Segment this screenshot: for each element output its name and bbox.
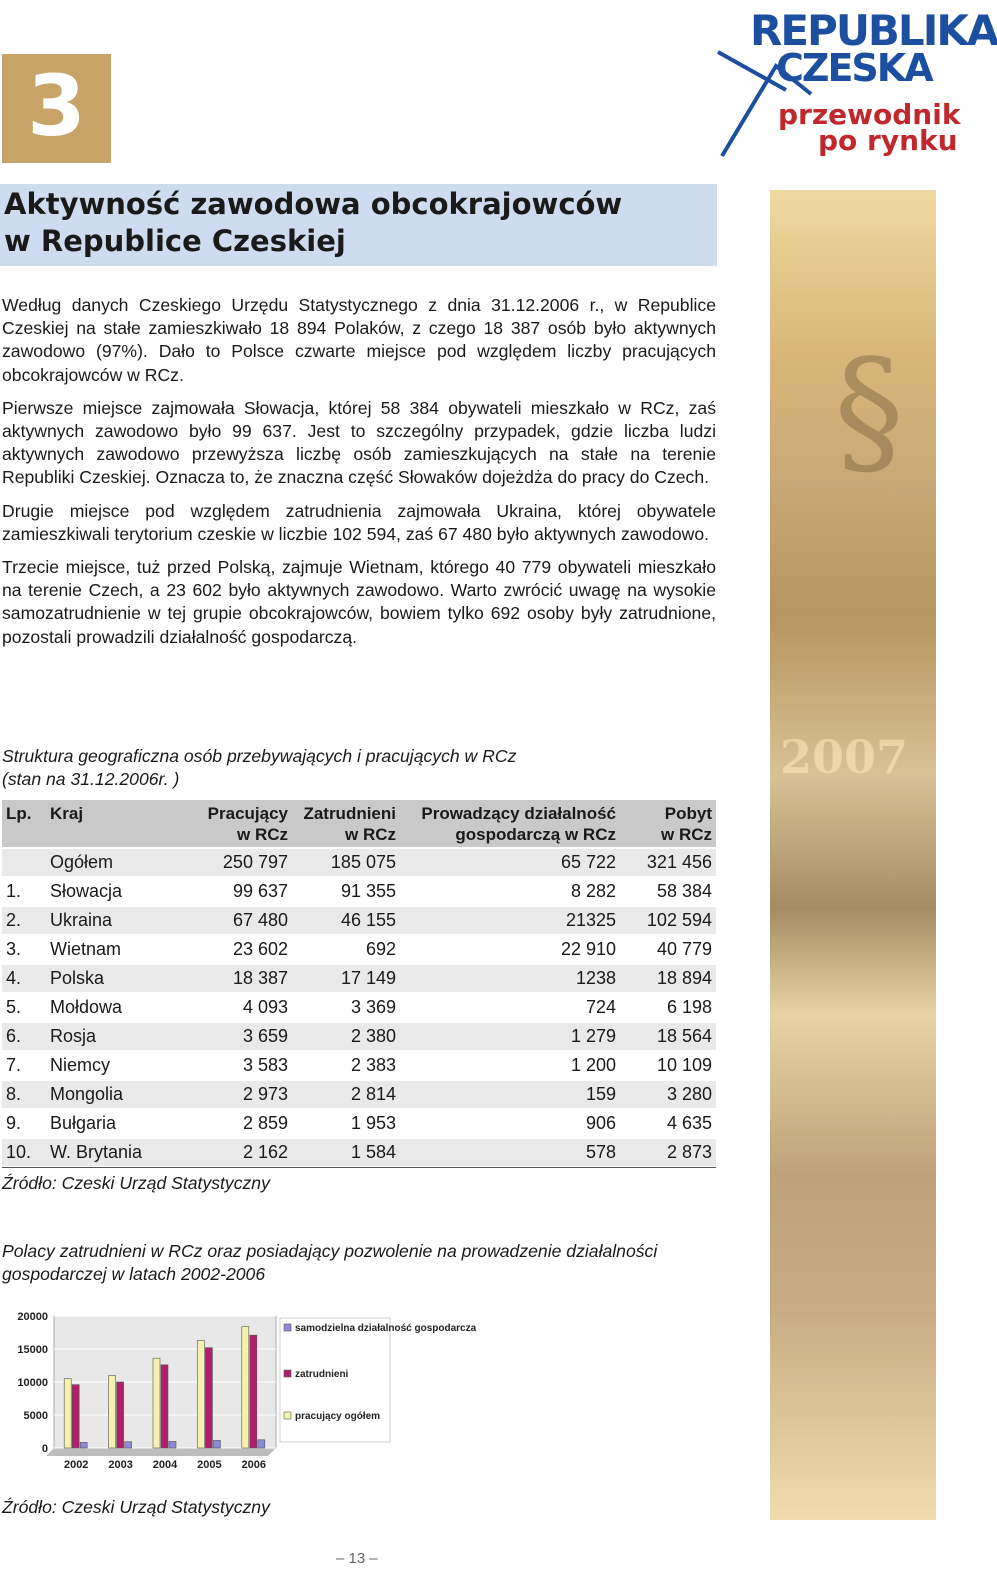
- chart-x-tick-label: 2003: [108, 1459, 133, 1471]
- cell-kraj: Mongolia: [46, 1080, 188, 1109]
- cell-pobyt: 102 594: [620, 906, 716, 935]
- chart-legend-label: pracujący ogółem: [295, 1411, 381, 1422]
- table-row: [2, 964, 716, 993]
- chart-bar: [213, 1440, 220, 1448]
- table-row: [2, 877, 716, 906]
- paragraph: Drugie miejsce pod względem zatrudnienia zajmowała Ukraina, której obywatele zamieszkiwali terytorium czeskie w liczbie 102 594, zaś 67 480 było aktywnych zawodowo.: [2, 500, 716, 544]
- chart-legend-label: zatrudnieni: [295, 1369, 349, 1380]
- cell-pracujacy: 250 797: [188, 848, 292, 877]
- table-row: [2, 935, 716, 964]
- table-source: Źródło: Czeski Urząd Statystyczny: [2, 1173, 270, 1193]
- chart-legend-label: samodzielna działalność gospodarcza: [295, 1323, 477, 1334]
- cell-kraj: Bułgaria: [46, 1109, 188, 1138]
- chart-bar: [125, 1442, 132, 1448]
- table-caption-line2: (stan na 31.12.2006r. ): [2, 769, 180, 789]
- chart-x-tick-label: 2005: [197, 1459, 222, 1471]
- chart-y-tick-label: 0: [41, 1443, 48, 1455]
- chart-x-tick-label: 2006: [241, 1459, 267, 1471]
- cell-prowadzacy: 21325: [400, 906, 620, 935]
- cell-prowadzacy: 1 279: [400, 1022, 620, 1051]
- cell-pracujacy: 23 602: [188, 935, 292, 964]
- cell-prowadzacy: 1 200: [400, 1051, 620, 1080]
- cell-pracujacy: 3 659: [188, 1022, 292, 1051]
- chart-bar: [153, 1358, 160, 1448]
- cell-pobyt: 3 280: [620, 1080, 716, 1109]
- cell-prowadzacy: 159: [400, 1080, 620, 1109]
- cell-pobyt: 321 456: [620, 848, 716, 877]
- cell-pobyt: 6 198: [620, 993, 716, 1022]
- chapter-number-box: [2, 54, 111, 163]
- chapter-number: 3: [27, 57, 86, 155]
- cell-pobyt: 2 873: [620, 1138, 716, 1166]
- chart-source: Źródło: Czeski Urząd Statystyczny: [2, 1497, 270, 1517]
- cell-prowadzacy: 1238: [400, 964, 620, 993]
- chart-x-tick-label: 2004: [152, 1459, 178, 1471]
- header-zatrudnieni: Zatrudnieni w RCz: [292, 800, 400, 848]
- chart-bar: [117, 1382, 124, 1448]
- logo-text-po-rynku: po rynku: [818, 124, 958, 157]
- page-title-line2: w Republice Czeskiej: [4, 224, 346, 258]
- chart-bar: [72, 1385, 79, 1448]
- cell-lp: [2, 848, 46, 877]
- cell-kraj: Ukraina: [46, 906, 188, 935]
- body-text: [2, 294, 716, 659]
- cell-pobyt: 4 635: [620, 1109, 716, 1138]
- table-row: [2, 906, 716, 935]
- paragraph: Pierwsze miejsce zajmowała Słowacja, której 58 384 obywateli mieszkało w RCz, zaś aktywnych zawodowo było 99 637. Jest to szczególny przypadek, gdzie liczba ludzi aktywnych zawodowo przewyższa liczbę osób zamieszkujących na stałe na terenie Republiki Czeskiej. Oznacza to, że znaczna część Słowaków dojeżdża do pracy do Czech.: [2, 397, 716, 488]
- table-row: [2, 1080, 716, 1109]
- cell-pobyt: 58 384: [620, 877, 716, 906]
- cell-kraj: Rosja: [46, 1022, 188, 1051]
- cell-zatrudnieni: 91 355: [292, 877, 400, 906]
- cell-prowadzacy: 65 722: [400, 848, 620, 877]
- cell-lp: 1.: [2, 877, 46, 906]
- chart-svg: [8, 1304, 477, 1472]
- cell-zatrudnieni: 692: [292, 935, 400, 964]
- cell-zatrudnieni: 2 814: [292, 1080, 400, 1109]
- chart-legend-swatch: [284, 1412, 291, 1419]
- logo-text-czeska: CZESKA: [776, 46, 932, 90]
- table-row: [2, 848, 716, 877]
- cell-kraj: Niemcy: [46, 1051, 188, 1080]
- page-title-line1: Aktywność zawodowa obcokrajowców: [4, 187, 623, 221]
- table-row: [2, 1138, 716, 1166]
- page-title: [4, 186, 622, 260]
- chart-bar: [161, 1365, 168, 1448]
- cell-pracujacy: 99 637: [188, 877, 292, 906]
- cell-prowadzacy: 906: [400, 1109, 620, 1138]
- paragraph: Według danych Czeskiego Urzędu Statystycznego z dnia 31.12.2006 r., w Republice Czeskiej na stałe zamieszkiwało 18 894 Polaków, z czego 18 387 osób było aktywnych zawodowo (97%). Dało to Polsce czwarte miejsce pod względem liczby pracujących obcokrajowców w RCz.: [2, 295, 716, 385]
- cell-kraj: Słowacja: [46, 877, 188, 906]
- chart-bar: [258, 1440, 265, 1448]
- cell-pobyt: 10 109: [620, 1051, 716, 1080]
- logo-text-przewodnik: przewodnik: [778, 98, 961, 131]
- cell-pobyt: 18 564: [620, 1022, 716, 1051]
- chart-bar: [205, 1348, 212, 1448]
- table-row: [2, 1109, 716, 1138]
- title-band: [0, 184, 717, 266]
- chart-bar: [109, 1375, 116, 1448]
- table-header-row: [2, 800, 716, 848]
- chart-bar: [242, 1327, 249, 1448]
- chart-bar: [197, 1340, 204, 1448]
- cell-pracujacy: 2 859: [188, 1109, 292, 1138]
- chart-floor: [46, 1448, 276, 1456]
- chart-legend-box: [280, 1318, 390, 1442]
- header-kraj: Kraj: [46, 800, 188, 848]
- cell-zatrudnieni: 17 149: [292, 964, 400, 993]
- header-pobyt: Pobyt w RCz: [620, 800, 716, 848]
- chart-caption: [2, 1240, 716, 1286]
- chart-bar: [80, 1442, 87, 1448]
- table-caption: [2, 745, 716, 791]
- cell-pobyt: 18 894: [620, 964, 716, 993]
- chart-x-tick-label: 2002: [63, 1459, 89, 1471]
- cell-pracujacy: 2 162: [188, 1138, 292, 1166]
- chart-bar: [250, 1335, 257, 1448]
- chart-y-tick-label: 10000: [17, 1377, 48, 1389]
- cell-lp: 8.: [2, 1080, 46, 1109]
- table-row: [2, 1022, 716, 1051]
- table-row: [2, 993, 716, 1022]
- chart-caption-line1: Polacy zatrudnieni w RCz oraz posiadający pozwolenie na prowadzenie działalności: [2, 1241, 658, 1261]
- chart-y-tick-label: 15000: [17, 1344, 48, 1356]
- logo-text-republika: REPUBLIKA: [750, 6, 997, 55]
- cell-kraj: Wietnam: [46, 935, 188, 964]
- cell-lp: 10.: [2, 1138, 46, 1166]
- decorative-photo-strip: [770, 190, 936, 1520]
- cell-lp: 4.: [2, 964, 46, 993]
- cell-lp: 5.: [2, 993, 46, 1022]
- chart-y-tick-label: 20000: [17, 1311, 48, 1323]
- cell-pracujacy: 18 387: [188, 964, 292, 993]
- table-caption-line1: Struktura geograficzna osób przebywających i pracujących w RCz: [2, 746, 517, 766]
- cell-zatrudnieni: 3 369: [292, 993, 400, 1022]
- cell-prowadzacy: 724: [400, 993, 620, 1022]
- cell-lp: 7.: [2, 1051, 46, 1080]
- chart-bar: [64, 1379, 71, 1448]
- paragraph: Trzecie miejsce, tuż przed Polską, zajmuje Wietnam, którego 40 779 obywateli mieszkało na terenie Czech, a 23 602 było aktywnych zawodowo. Warto zwrócić uwagę na wysokie samozatrudnienie w tej grupie obcokrajowców, bowiem tylko 692 osoby były zatrudnione, pozostali prowadzili działalność gospodarczą.: [2, 557, 716, 647]
- header-pracujacy: Pracujący w RCz: [188, 800, 292, 848]
- statistics-table: [2, 800, 716, 1166]
- cell-pracujacy: 3 583: [188, 1051, 292, 1080]
- chart-y-tick-label: 5000: [23, 1410, 48, 1422]
- cell-zatrudnieni: 1 584: [292, 1138, 400, 1166]
- cell-lp: 6.: [2, 1022, 46, 1051]
- header-lp: Lp.: [2, 800, 46, 848]
- chart-caption-line2: gospodarczej w latach 2002-2006: [2, 1264, 266, 1284]
- cell-kraj: Ogółem: [46, 848, 188, 877]
- cell-pracujacy: 67 480: [188, 906, 292, 935]
- chart-legend-swatch: [284, 1324, 291, 1331]
- cell-prowadzacy: 22 910: [400, 935, 620, 964]
- cell-zatrudnieni: 185 075: [292, 848, 400, 877]
- cell-kraj: W. Brytania: [46, 1138, 188, 1166]
- cell-prowadzacy: 8 282: [400, 877, 620, 906]
- cell-kraj: Mołdowa: [46, 993, 188, 1022]
- table-bottom-rule: [2, 1167, 716, 1168]
- republika-czeska-logo: [716, 6, 997, 164]
- cell-zatrudnieni: 1 953: [292, 1109, 400, 1138]
- cell-pobyt: 40 779: [620, 935, 716, 964]
- cell-kraj: Polska: [46, 964, 188, 993]
- polish-workers-chart: [8, 1304, 477, 1472]
- cell-prowadzacy: 578: [400, 1138, 620, 1166]
- chart-bar: [169, 1441, 176, 1448]
- cell-zatrudnieni: 2 383: [292, 1051, 400, 1080]
- table-row: [2, 1051, 716, 1080]
- cell-zatrudnieni: 46 155: [292, 906, 400, 935]
- cell-pracujacy: 2 973: [188, 1080, 292, 1109]
- cell-lp: 2.: [2, 906, 46, 935]
- page-number: – 13 –: [336, 1550, 378, 1567]
- paragraph-sign-icon: §: [834, 330, 904, 493]
- decorative-year-watermark-icon: 2007: [780, 730, 909, 784]
- chart-legend-swatch: [284, 1370, 291, 1377]
- cell-pracujacy: 4 093: [188, 993, 292, 1022]
- cell-zatrudnieni: 2 380: [292, 1022, 400, 1051]
- cell-lp: 3.: [2, 935, 46, 964]
- header-prowadzacy: Prowadzący działalność gospodarczą w RCz: [400, 800, 620, 848]
- cell-lp: 9.: [2, 1109, 46, 1138]
